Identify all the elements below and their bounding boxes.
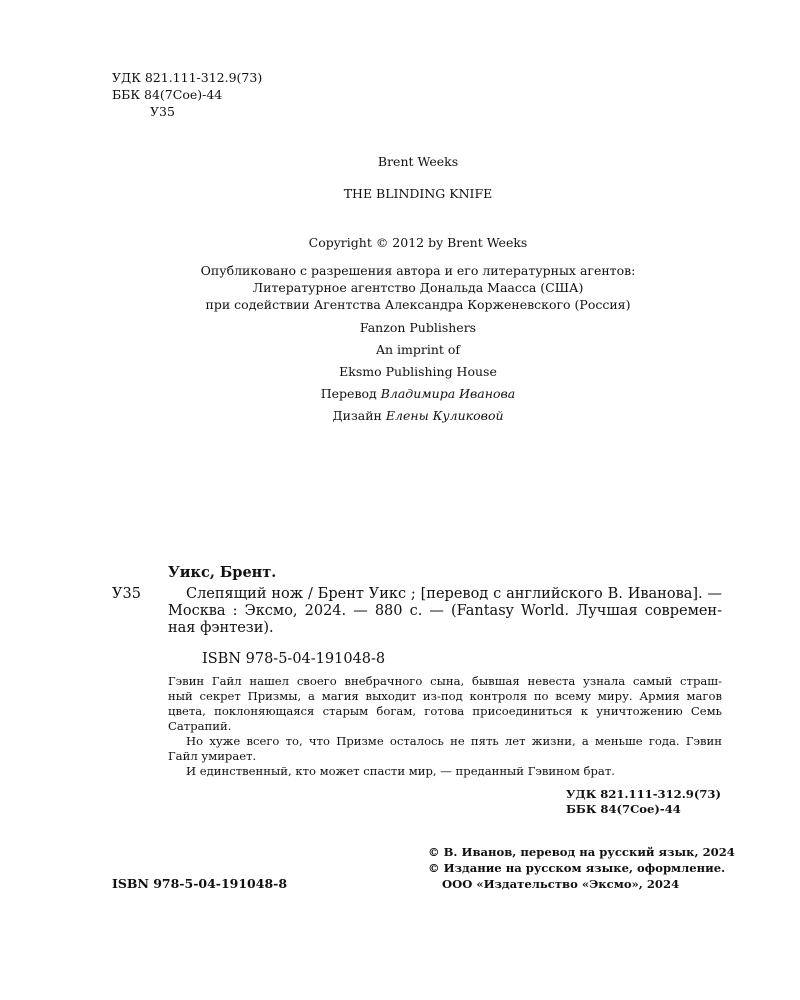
annotation-line: И единственный, кто может спасти мир, — преданный Гэвином брат. bbox=[186, 764, 615, 778]
design-label: Дизайн bbox=[332, 408, 382, 423]
copyright-line: Copyright © 2012 by Brent Weeks bbox=[308, 235, 528, 250]
catalog-isbn: ISBN 978-5-04-191048-8 bbox=[202, 651, 386, 667]
annotation-line: Но хуже всего то, что Призме осталось не пять лет жизни, а меньше года. Гэвин bbox=[186, 734, 722, 748]
rights-line: © В. Иванов, перевод на русский язык, 2024 bbox=[428, 845, 735, 859]
annotation-line: ный секрет Призмы, а магия выходит из-под контроля по всему миру. Армия магов bbox=[168, 689, 722, 703]
annotation-line: Гайл умирает. bbox=[168, 749, 257, 763]
imprint-line: Eksmo Publishing House bbox=[339, 364, 497, 379]
original-title: THE BLINDING KNIFE bbox=[343, 186, 493, 201]
annotation-line: Сатрапий. bbox=[168, 719, 232, 733]
imprint-line: Fanzon Publishers bbox=[359, 320, 477, 335]
catalog-line: Слепящий нож / Брент Уикс ; [перевод с английского В. Иванова]. — bbox=[186, 586, 722, 602]
catalog-line: Москва : Эксмо, 2024. — 880 с. — (Fantasy World. Лучшая современ- bbox=[168, 603, 722, 619]
design-credit bbox=[0, 408, 800, 424]
catalog-heading: Уикс, Брент. bbox=[168, 564, 277, 581]
rights-line: © Издание на русском языке, оформление. bbox=[428, 861, 726, 875]
imprint-line: An imprint of bbox=[375, 342, 461, 357]
designer-name: Елены Куликовой bbox=[385, 408, 504, 423]
rights-line: ООО «Издательство «Эксмо», 2024 bbox=[442, 877, 680, 891]
udk-code: УДК 821.111-312.9(73) bbox=[112, 70, 263, 85]
original-author: Brent Weeks bbox=[377, 154, 459, 169]
udk-code-bottom: УДК 821.111-312.9(73) bbox=[566, 787, 721, 801]
translation-label: Перевод bbox=[320, 386, 377, 401]
catalog-line: ная фэнтези). bbox=[168, 620, 274, 636]
annotation-line: Гэвин Гайл нашел своего внебрачного сына, бывшая невеста узнала самый страш- bbox=[168, 674, 722, 688]
license-line: при содействии Агентства Александра Корженевского (Россия) bbox=[205, 297, 631, 312]
bbk-code-bottom: ББК 84(7Сое)-44 bbox=[566, 802, 681, 816]
catalog-mark: У35 bbox=[112, 586, 141, 602]
bbk-code: ББК 84(7Сое)-44 bbox=[112, 87, 223, 102]
annotation-line: цвета, поклоняющаяся старым богам, готова присоединиться к уничтожению Семь bbox=[168, 704, 722, 718]
author-mark: У35 bbox=[150, 104, 175, 119]
license-line: Литературное агентство Дональда Маасса (США) bbox=[252, 280, 584, 295]
translator-name: Владимира Иванова bbox=[380, 386, 516, 401]
translation-credit bbox=[0, 386, 800, 402]
license-line: Опубликовано с разрешения автора и его литературных агентов: bbox=[200, 263, 636, 278]
footer-isbn: ISBN 978-5-04-191048-8 bbox=[112, 876, 288, 891]
